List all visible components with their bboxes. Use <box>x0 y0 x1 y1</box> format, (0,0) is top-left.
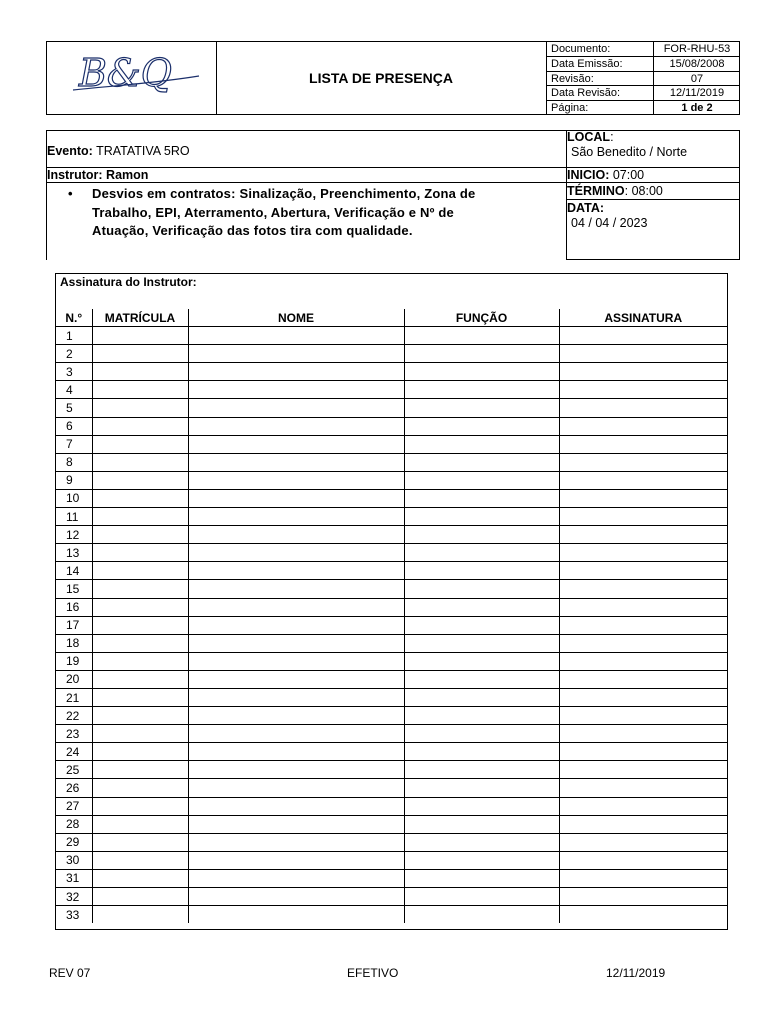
matricula-cell[interactable] <box>92 743 188 761</box>
matricula-cell[interactable] <box>92 888 188 906</box>
event-block <box>46 130 740 260</box>
nome-cell[interactable] <box>188 688 404 706</box>
instrutor-value: Ramon <box>106 168 149 182</box>
funcao-cell[interactable] <box>404 544 559 562</box>
nome-cell[interactable] <box>188 417 404 435</box>
matricula-cell[interactable] <box>92 616 188 634</box>
row-number: 4 <box>56 381 92 399</box>
row-number: 22 <box>56 707 92 725</box>
funcao-cell[interactable] <box>404 634 559 652</box>
table-row <box>56 707 727 725</box>
row-number: 20 <box>56 670 92 688</box>
assinatura-cell[interactable] <box>559 381 727 399</box>
funcao-cell[interactable] <box>404 526 559 544</box>
nome-cell[interactable] <box>188 761 404 779</box>
row-number: 23 <box>56 725 92 743</box>
document-header <box>46 41 740 115</box>
column-header-numero: N.° <box>56 309 92 327</box>
row-number: 32 <box>56 888 92 906</box>
funcao-cell[interactable] <box>404 417 559 435</box>
table-row <box>56 598 727 616</box>
row-number: 24 <box>56 743 92 761</box>
row-number: 31 <box>56 869 92 887</box>
matricula-cell[interactable] <box>92 761 188 779</box>
funcao-cell[interactable] <box>404 471 559 489</box>
funcao-cell[interactable] <box>404 489 559 507</box>
matricula-cell[interactable] <box>92 725 188 743</box>
table-row <box>56 526 727 544</box>
funcao-cell[interactable] <box>404 688 559 706</box>
table-row <box>56 616 727 634</box>
meta-value: 12/11/2019 <box>653 86 740 99</box>
matricula-cell[interactable] <box>92 345 188 363</box>
meta-label: Data Revisão: <box>551 87 621 100</box>
table-row <box>56 634 727 652</box>
meta-label: Página: <box>551 101 589 114</box>
row-number: 3 <box>56 363 92 381</box>
assinatura-cell[interactable] <box>559 544 727 562</box>
matricula-cell[interactable] <box>92 634 188 652</box>
nome-cell[interactable] <box>188 906 404 924</box>
data-value: 04 / 04 / 2023 <box>571 216 648 230</box>
row-number: 7 <box>56 435 92 453</box>
instructor-signature-label: Assinatura do Instrutor: <box>60 275 197 289</box>
document-title: LISTA DE PRESENÇA <box>216 42 547 114</box>
termino-label: TÉRMINO <box>567 184 625 198</box>
meta-label: Revisão: <box>551 72 594 85</box>
nome-cell[interactable] <box>188 544 404 562</box>
assinatura-cell[interactable] <box>559 580 727 598</box>
funcao-cell[interactable] <box>404 779 559 797</box>
assinatura-cell[interactable] <box>559 508 727 526</box>
table-row <box>56 779 727 797</box>
inicio-value: 07:00 <box>612 168 645 182</box>
logo-text: B&Q <box>79 51 172 95</box>
document-meta <box>547 42 739 114</box>
nome-cell[interactable] <box>188 526 404 544</box>
meta-label: Data Emissão: <box>551 58 623 71</box>
assinatura-cell[interactable] <box>559 598 727 616</box>
table-row <box>56 906 727 924</box>
matricula-cell[interactable] <box>92 381 188 399</box>
assinatura-cell[interactable] <box>559 489 727 507</box>
table-row <box>56 453 727 471</box>
nome-cell[interactable] <box>188 779 404 797</box>
nome-cell[interactable] <box>188 725 404 743</box>
matricula-cell[interactable] <box>92 489 188 507</box>
nome-cell[interactable] <box>188 489 404 507</box>
assinatura-cell[interactable] <box>559 761 727 779</box>
topic-line: Atuação, Verificação das fotos tira com qualidade. <box>92 223 413 238</box>
assinatura-cell[interactable] <box>559 327 727 345</box>
local-value: São Benedito / Norte <box>571 145 688 159</box>
matricula-cell[interactable] <box>92 399 188 417</box>
assinatura-cell[interactable] <box>559 851 727 869</box>
matricula-cell[interactable] <box>92 670 188 688</box>
funcao-cell[interactable] <box>404 616 559 634</box>
table-row <box>56 670 727 688</box>
nome-cell[interactable] <box>188 888 404 906</box>
nome-cell[interactable] <box>188 327 404 345</box>
row-number: 13 <box>56 544 92 562</box>
row-number: 14 <box>56 562 92 580</box>
nome-cell[interactable] <box>188 598 404 616</box>
funcao-cell[interactable] <box>404 562 559 580</box>
termino-value: : 08:00 <box>624 184 663 198</box>
nome-cell[interactable] <box>188 345 404 363</box>
topic-line: Trabalho, EPI, Aterramento, Abertura, Verificação e Nº de <box>92 204 454 220</box>
row-number: 16 <box>56 598 92 616</box>
evento-field <box>47 144 190 158</box>
assinatura-cell[interactable] <box>559 634 727 652</box>
table-row <box>56 381 727 399</box>
assinatura-cell[interactable] <box>559 471 727 489</box>
matricula-cell[interactable] <box>92 544 188 562</box>
meta-label: Documento: <box>551 43 611 55</box>
funcao-cell[interactable] <box>404 652 559 670</box>
meta-row-emissao <box>547 56 739 70</box>
funcao-cell[interactable] <box>404 833 559 851</box>
funcao-cell[interactable] <box>404 435 559 453</box>
table-header-row <box>56 309 727 327</box>
nome-cell[interactable] <box>188 508 404 526</box>
column-header-funcao: FUNÇÃO <box>404 309 559 327</box>
nome-cell[interactable] <box>188 435 404 453</box>
assinatura-cell[interactable] <box>559 888 727 906</box>
funcao-cell[interactable] <box>404 761 559 779</box>
funcao-cell[interactable] <box>404 707 559 725</box>
row-number: 25 <box>56 761 92 779</box>
funcao-cell[interactable] <box>404 888 559 906</box>
funcao-cell[interactable] <box>404 381 559 399</box>
table-row <box>56 688 727 706</box>
row-number: 19 <box>56 652 92 670</box>
nome-cell[interactable] <box>188 833 404 851</box>
matricula-cell[interactable] <box>92 508 188 526</box>
funcao-cell[interactable] <box>404 363 559 381</box>
table-row <box>56 489 727 507</box>
funcao-cell[interactable] <box>404 580 559 598</box>
table-row <box>56 471 727 489</box>
funcao-cell[interactable] <box>404 851 559 869</box>
local-field <box>567 130 614 144</box>
nome-cell[interactable] <box>188 616 404 634</box>
evento-value: TRATATIVA 5RO <box>96 144 190 158</box>
meta-value: 1 de 2 <box>653 101 740 114</box>
assinatura-cell[interactable] <box>559 453 727 471</box>
instrutor-field <box>47 168 148 182</box>
table-row <box>56 652 727 670</box>
table-row <box>56 327 727 345</box>
nome-cell[interactable] <box>188 562 404 580</box>
data-label: DATA: <box>567 201 605 215</box>
table-row <box>56 888 727 906</box>
row-number: 9 <box>56 471 92 489</box>
matricula-cell[interactable] <box>92 363 188 381</box>
matricula-cell[interactable] <box>92 562 188 580</box>
row-number: 15 <box>56 580 92 598</box>
row-number: 2 <box>56 345 92 363</box>
inicio-field <box>567 168 644 182</box>
assinatura-cell[interactable] <box>559 670 727 688</box>
assinatura-cell[interactable] <box>559 417 727 435</box>
assinatura-cell[interactable] <box>559 345 727 363</box>
table-row <box>56 562 727 580</box>
nome-cell[interactable] <box>188 869 404 887</box>
funcao-cell[interactable] <box>404 725 559 743</box>
table-row <box>56 417 727 435</box>
table-row <box>56 833 727 851</box>
table-row <box>56 869 727 887</box>
table-row <box>56 363 727 381</box>
matricula-cell[interactable] <box>92 471 188 489</box>
meta-row-data-revisao <box>547 85 739 99</box>
meta-row-documento <box>547 42 739 56</box>
nome-cell[interactable] <box>188 815 404 833</box>
local-colon: : <box>610 130 614 144</box>
nome-cell[interactable] <box>188 851 404 869</box>
matricula-cell[interactable] <box>92 707 188 725</box>
assinatura-cell[interactable] <box>559 363 727 381</box>
assinatura-cell[interactable] <box>559 652 727 670</box>
table-row <box>56 815 727 833</box>
matricula-cell[interactable] <box>92 598 188 616</box>
assinatura-cell[interactable] <box>559 707 727 725</box>
matricula-cell[interactable] <box>92 797 188 815</box>
row-number: 26 <box>56 779 92 797</box>
footer-status: EFETIVO <box>347 966 399 980</box>
assinatura-cell[interactable] <box>559 562 727 580</box>
funcao-cell[interactable] <box>404 743 559 761</box>
nome-cell[interactable] <box>188 453 404 471</box>
instrutor-label: Instrutor: <box>47 168 103 182</box>
assinatura-cell[interactable] <box>559 797 727 815</box>
matricula-cell[interactable] <box>92 417 188 435</box>
row-number: 30 <box>56 851 92 869</box>
funcao-cell[interactable] <box>404 906 559 924</box>
meta-value: 15/08/2008 <box>653 57 740 70</box>
evento-label: Evento: <box>47 144 93 158</box>
matricula-cell[interactable] <box>92 833 188 851</box>
row-number: 28 <box>56 815 92 833</box>
matricula-cell[interactable] <box>92 906 188 924</box>
footer-date: 12/11/2019 <box>606 966 666 980</box>
nome-cell[interactable] <box>188 652 404 670</box>
table-row <box>56 797 727 815</box>
assinatura-cell[interactable] <box>559 833 727 851</box>
local-label: LOCAL <box>567 130 611 144</box>
funcao-cell[interactable] <box>404 797 559 815</box>
nome-cell[interactable] <box>188 399 404 417</box>
column-header-assinatura: ASSINATURA <box>559 309 727 327</box>
matricula-cell[interactable] <box>92 779 188 797</box>
nome-cell[interactable] <box>188 707 404 725</box>
matricula-cell[interactable] <box>92 688 188 706</box>
row-number: 8 <box>56 453 92 471</box>
assinatura-cell[interactable] <box>559 779 727 797</box>
assinatura-cell[interactable] <box>559 869 727 887</box>
topic-line: Desvios em contratos: Sinalização, Preenchimento, Zona de <box>92 186 476 201</box>
nome-cell[interactable] <box>188 580 404 598</box>
table-row <box>56 761 727 779</box>
nome-cell[interactable] <box>188 797 404 815</box>
nome-cell[interactable] <box>188 363 404 381</box>
nome-cell[interactable] <box>188 670 404 688</box>
funcao-cell[interactable] <box>404 399 559 417</box>
assinatura-cell[interactable] <box>559 743 727 761</box>
table-row <box>56 725 727 743</box>
termino-field <box>567 184 663 198</box>
funcao-cell[interactable] <box>404 508 559 526</box>
row-number: 27 <box>56 797 92 815</box>
nome-cell[interactable] <box>188 471 404 489</box>
bq-logo <box>69 46 209 106</box>
topic-bullet: • <box>68 186 73 201</box>
row-number: 12 <box>56 526 92 544</box>
attendance-table <box>56 309 727 923</box>
table-row <box>56 851 727 869</box>
matricula-cell[interactable] <box>92 327 188 345</box>
row-number: 29 <box>56 833 92 851</box>
meta-value: 07 <box>653 72 740 85</box>
row-number: 21 <box>56 688 92 706</box>
row-number: 17 <box>56 616 92 634</box>
assinatura-cell[interactable] <box>559 526 727 544</box>
table-row <box>56 743 727 761</box>
column-header-nome: NOME <box>188 309 404 327</box>
table-row <box>56 345 727 363</box>
funcao-cell[interactable] <box>404 815 559 833</box>
assinatura-cell[interactable] <box>559 815 727 833</box>
meta-row-pagina <box>547 100 739 114</box>
attendance-table-frame <box>55 273 728 930</box>
funcao-cell[interactable] <box>404 869 559 887</box>
nome-cell[interactable] <box>188 381 404 399</box>
assinatura-cell[interactable] <box>559 616 727 634</box>
assinatura-cell[interactable] <box>559 399 727 417</box>
nome-cell[interactable] <box>188 743 404 761</box>
funcao-cell[interactable] <box>404 670 559 688</box>
row-number: 33 <box>56 906 92 924</box>
table-row <box>56 435 727 453</box>
meta-row-revisao <box>547 71 739 85</box>
row-number: 1 <box>56 327 92 345</box>
row-number: 5 <box>56 399 92 417</box>
table-row <box>56 508 727 526</box>
matricula-cell[interactable] <box>92 435 188 453</box>
matricula-cell[interactable] <box>92 526 188 544</box>
matricula-cell[interactable] <box>92 851 188 869</box>
funcao-cell[interactable] <box>404 598 559 616</box>
footer-revision: REV 07 <box>49 966 91 980</box>
row-number: 18 <box>56 634 92 652</box>
row-number: 10 <box>56 489 92 507</box>
matricula-cell[interactable] <box>92 652 188 670</box>
matricula-cell[interactable] <box>92 453 188 471</box>
funcao-cell[interactable] <box>404 345 559 363</box>
row-number: 11 <box>56 508 92 526</box>
assinatura-cell[interactable] <box>559 435 727 453</box>
inicio-label: INICIO: <box>567 168 610 182</box>
column-header-matricula: MATRÍCULA <box>92 309 188 327</box>
matricula-cell[interactable] <box>92 815 188 833</box>
matricula-cell[interactable] <box>92 580 188 598</box>
table-row <box>56 399 727 417</box>
row-number: 6 <box>56 417 92 435</box>
meta-value: FOR-RHU-53 <box>653 42 740 56</box>
assinatura-cell[interactable] <box>559 725 727 743</box>
table-row <box>56 580 727 598</box>
table-row <box>56 544 727 562</box>
funcao-cell[interactable] <box>404 453 559 471</box>
assinatura-cell[interactable] <box>559 906 727 924</box>
matricula-cell[interactable] <box>92 869 188 887</box>
funcao-cell[interactable] <box>404 327 559 345</box>
logo-cell <box>47 42 217 114</box>
nome-cell[interactable] <box>188 634 404 652</box>
assinatura-cell[interactable] <box>559 688 727 706</box>
